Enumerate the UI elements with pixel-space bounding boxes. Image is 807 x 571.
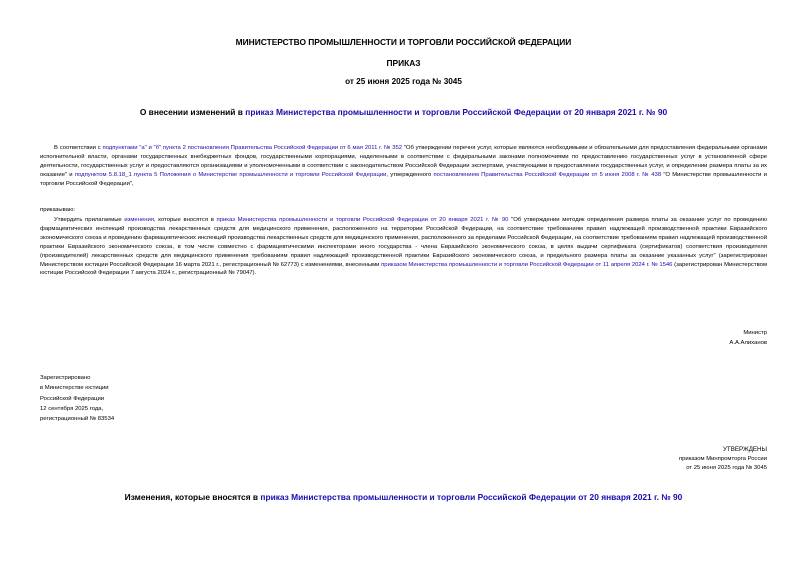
approval-heading: УТВЕРЖДЕНЫ [723,446,767,453]
changes-title-link[interactable]: приказ Министерства промышленности и торговли Российской Федерации от 20 января 2021 г. № 90 [260,492,683,502]
ministry-heading: МИНИСТЕРСТВО ПРОМЫШЛЕННОСТИ И ТОРГОВЛИ РОССИЙСКОЙ ФЕДЕРАЦИИ [235,37,572,47]
order-paragraph [40,216,767,278]
registration-block [40,373,114,424]
para1-text-1: В соответствии с [54,145,103,151]
signer-title: Министр [743,330,767,336]
registration-line: в Министерстве юстиции [40,385,109,392]
para2-text-1: Утвердить прилагаемые [54,217,125,223]
document-date-number: от 25 июня 2025 года № 3045 [345,77,462,86]
document-type: ПРИКАЗ [386,58,421,68]
para2-link-3[interactable]: приказом Министерства промышленности и торговли Российской Федерации от 11 апреля 2024 г. № 1546 [381,261,673,268]
para2-text-2: , которые вносятся в [153,217,217,223]
registration-line: 12 сентября 2025 года, [40,405,104,412]
para2-text-4: (зарегистрирован Министерством юстиции Российской Федерации 7 августа 2024 г., регистрационный № 79047). [40,261,768,277]
approval-line: приказом Минпромторга России [678,455,767,462]
para1-link-3[interactable]: постановлением Правительства Российской Федерации от 5 июня 2008 г. № 438 [433,171,662,178]
signer-name: А.А.Алиханов [729,340,767,346]
registration-line: Российской Федерации [40,395,105,402]
changes-title [0,492,807,502]
para1-text-3: , утвержденного [386,171,434,178]
para1-link-2[interactable]: подпунктом 5.8.18_1 пункта 5 Положения о Министерстве промышленности и торговли Российской Федерации [74,171,387,178]
approval-block [679,445,767,474]
registration-line: регистрационный № 83534 [40,416,115,423]
title-prefix: О внесении изменений в [139,107,246,117]
para2-link-2[interactable]: приказ Министерства промышленности и торговли Российской Федерации от 20 января 2021 г. № 90 [216,217,509,223]
approval-line: от 25 июня 2025 года № 3045 [686,465,767,472]
para2-text-3: "Об утверждении методик определения размера платы за оказание услуг по проведению фармацевтических инспекций производства лекарственных средств для медицинского применения, расположенного на территории Российской Федерации, на соответствие требованиям правил надлежащей производственной практики Евразийского экономического союза и проведению фармацевтических инспекций производства лекарственных средств для медицинского применения, расположенного за пределами Российской Федерации, на соответствие требованиям правил надлежащей производственной практики Евразийского экономического союза, в том числе совместно с фармацевтическими инспекторами иного государства - члена Евразийского экономического союза, в целях выдачи сертификата (сертификатов) соответствия производителя (производителей) лекарственных средств для медицинского применения требованиям правил надлежащей производственной практики Евразийского экономического союза, и предельного размера платы за оказание указанных услуг" (зарегистрирован Министерством юстиции Российской Федерации 16 марта 2021 г., регистрационный № 62773) с изменениями, внесенными [40,217,768,268]
registration-line: Зарегистрировано [40,375,91,381]
para1-text-4: "О Министерстве промышленности и торговли Российской Федерации", [40,171,767,187]
para2-link-1[interactable]: изменения [124,217,154,223]
document-title [0,107,807,117]
preamble-paragraph [40,144,767,189]
para1-link-1[interactable]: подпунктами "а" и "б" пункта 2 постановления Правительства Российской Федерации от 6 мая 2011 г. № 352 [102,145,403,151]
order-word: приказываю: [40,207,76,213]
para1-text-2: "Об утверждении перечня услуг, которые являются необходимыми и обязательными для предоставления федеральными органами исполнительной власти, органами государственных внебюджетных фондов, государственными корпорациями, наделенными в соответствии с федеральными законами полномочиями по предоставлению государственных услуг в установленной сфере деятельности, государственных услуг и предоставляются организациями и уполномоченными в соответствии с законодательством Российской Федерации экспертами, участвующими в предоставлении государственных услуг, и определении размера платы за их оказание" и [40,145,767,178]
changes-title-prefix: Изменения, которые вносятся в [124,492,261,502]
title-link[interactable]: приказ Министерства промышленности и торговли Российской Федерации от 20 января 2021 г. № 90 [245,107,668,117]
